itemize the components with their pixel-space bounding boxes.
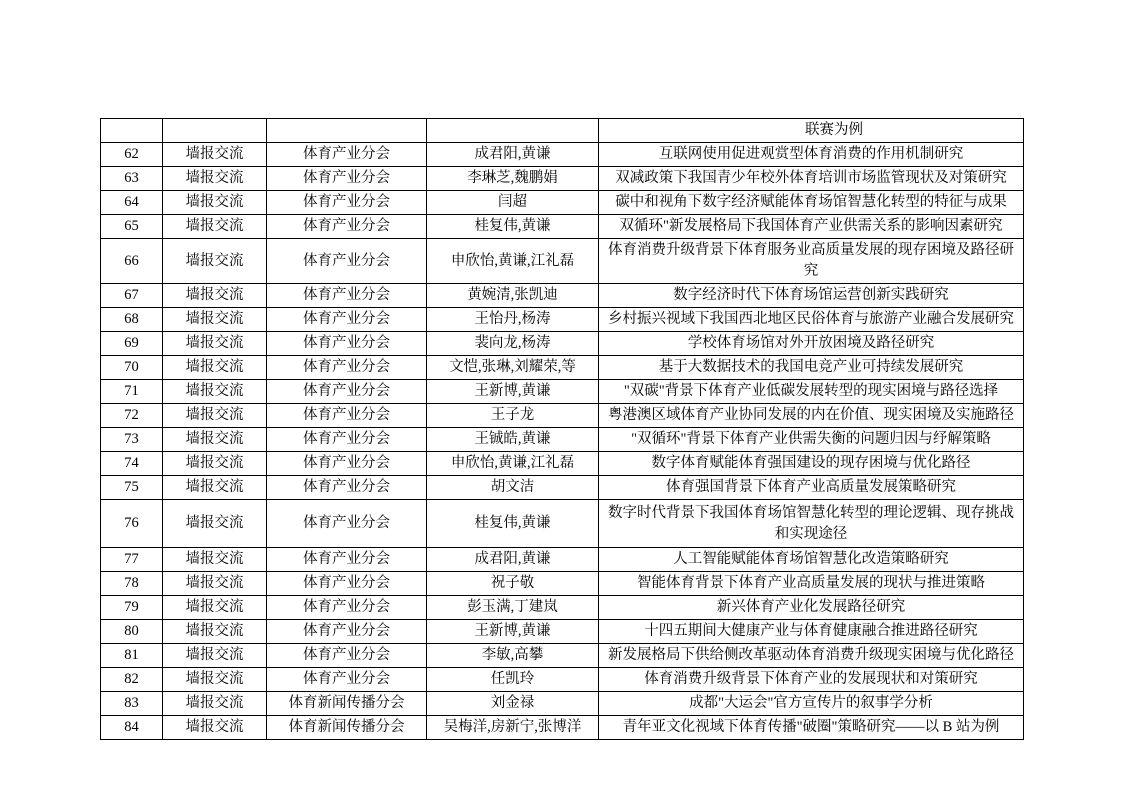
cell-title: 青年亚文化视域下体育传播"破圈"策略研究——以 B 站为例 bbox=[599, 716, 1024, 740]
cell-type: 墙报交流 bbox=[163, 644, 267, 668]
cell-branch: 体育产业分会 bbox=[267, 548, 427, 572]
cell-type: 墙报交流 bbox=[163, 428, 267, 452]
cell-num: 76 bbox=[101, 500, 163, 548]
cell-type: 墙报交流 bbox=[163, 620, 267, 644]
cell-author: 黄婉清,张凯迪 bbox=[427, 284, 599, 308]
cell-author: 王子龙 bbox=[427, 404, 599, 428]
cell-author bbox=[427, 119, 599, 143]
cell-type: 墙报交流 bbox=[163, 380, 267, 404]
cell-author: 闫超 bbox=[427, 191, 599, 215]
cell-author: 王新博,黄谦 bbox=[427, 620, 599, 644]
cell-branch: 体育产业分会 bbox=[267, 596, 427, 620]
cell-title: 体育强国背景下体育产业高质量发展策略研究 bbox=[599, 476, 1024, 500]
table-row bbox=[101, 191, 1024, 215]
cell-title: 体育消费升级背景下体育服务业高质量发展的现存困境及路径研究 bbox=[599, 239, 1024, 284]
cell-type: 墙报交流 bbox=[163, 452, 267, 476]
cell-author: 裴向龙,杨涛 bbox=[427, 332, 599, 356]
cell-type: 墙报交流 bbox=[163, 692, 267, 716]
cell-title: 数字时代背景下我国体育场馆智慧化转型的理论逻辑、现存挑战和实现途径 bbox=[599, 500, 1024, 548]
cell-num: 75 bbox=[101, 476, 163, 500]
table-row bbox=[101, 596, 1024, 620]
cell-author: 申欣怡,黄谦,江礼磊 bbox=[427, 239, 599, 284]
cell-num: 71 bbox=[101, 380, 163, 404]
cell-branch bbox=[267, 119, 427, 143]
cell-type: 墙报交流 bbox=[163, 167, 267, 191]
cell-num: 73 bbox=[101, 428, 163, 452]
cell-branch: 体育产业分会 bbox=[267, 284, 427, 308]
table-body bbox=[101, 119, 1024, 740]
cell-type bbox=[163, 119, 267, 143]
cell-branch: 体育产业分会 bbox=[267, 668, 427, 692]
cell-num: 77 bbox=[101, 548, 163, 572]
cell-num: 83 bbox=[101, 692, 163, 716]
cell-num: 69 bbox=[101, 332, 163, 356]
cell-type: 墙报交流 bbox=[163, 476, 267, 500]
cell-type: 墙报交流 bbox=[163, 143, 267, 167]
table-row bbox=[101, 620, 1024, 644]
cell-branch: 体育产业分会 bbox=[267, 167, 427, 191]
cell-type: 墙报交流 bbox=[163, 284, 267, 308]
table-row bbox=[101, 692, 1024, 716]
cell-branch: 体育新闻传播分会 bbox=[267, 692, 427, 716]
cell-num: 68 bbox=[101, 308, 163, 332]
cell-author: 王怡丹,杨涛 bbox=[427, 308, 599, 332]
cell-num: 79 bbox=[101, 596, 163, 620]
cell-branch: 体育产业分会 bbox=[267, 620, 427, 644]
cell-num: 84 bbox=[101, 716, 163, 740]
conference-program-table-wrapper bbox=[100, 118, 1023, 740]
cell-title: 十四五期间大健康产业与体育健康融合推进路径研究 bbox=[599, 620, 1024, 644]
cell-type: 墙报交流 bbox=[163, 404, 267, 428]
cell-type: 墙报交流 bbox=[163, 596, 267, 620]
cell-author: 成君阳,黄谦 bbox=[427, 143, 599, 167]
table-row bbox=[101, 404, 1024, 428]
table-row bbox=[101, 239, 1024, 284]
cell-title: 数字经济时代下体育场馆运营创新实践研究 bbox=[599, 284, 1024, 308]
cell-type: 墙报交流 bbox=[163, 668, 267, 692]
cell-num: 67 bbox=[101, 284, 163, 308]
cell-title: 人工智能赋能体育场馆智慧化改造策略研究 bbox=[599, 548, 1024, 572]
table-row bbox=[101, 215, 1024, 239]
cell-type: 墙报交流 bbox=[163, 356, 267, 380]
cell-author: 祝子敬 bbox=[427, 572, 599, 596]
cell-num bbox=[101, 119, 163, 143]
cell-author: 吴梅洋,房新宁,张博洋 bbox=[427, 716, 599, 740]
cell-num: 78 bbox=[101, 572, 163, 596]
conference-program-table bbox=[100, 118, 1024, 740]
cell-branch: 体育产业分会 bbox=[267, 308, 427, 332]
cell-num: 63 bbox=[101, 167, 163, 191]
cell-type: 墙报交流 bbox=[163, 308, 267, 332]
cell-author: 文恺,张琳,刘耀荣,等 bbox=[427, 356, 599, 380]
table-row bbox=[101, 143, 1024, 167]
cell-title: 基于大数据技术的我国电竞产业可持续发展研究 bbox=[599, 356, 1024, 380]
table-row bbox=[101, 644, 1024, 668]
cell-title: 粤港澳区域体育产业协同发展的内在价值、现实困境及实施路径 bbox=[599, 404, 1024, 428]
cell-num: 62 bbox=[101, 143, 163, 167]
cell-branch: 体育产业分会 bbox=[267, 476, 427, 500]
cell-title: 成都"大运会"官方宣传片的叙事学分析 bbox=[599, 692, 1024, 716]
cell-branch: 体育新闻传播分会 bbox=[267, 716, 427, 740]
cell-branch: 体育产业分会 bbox=[267, 404, 427, 428]
cell-branch: 体育产业分会 bbox=[267, 332, 427, 356]
table-row bbox=[101, 308, 1024, 332]
table-row bbox=[101, 548, 1024, 572]
table-row bbox=[101, 476, 1024, 500]
cell-branch: 体育产业分会 bbox=[267, 239, 427, 284]
cell-title: 联赛为例 bbox=[599, 119, 1024, 143]
cell-author: 胡文洁 bbox=[427, 476, 599, 500]
cell-type: 墙报交流 bbox=[163, 548, 267, 572]
cell-branch: 体育产业分会 bbox=[267, 215, 427, 239]
cell-author: 彭玉满,丁建岚 bbox=[427, 596, 599, 620]
cell-title: 新兴体育产业化发展路径研究 bbox=[599, 596, 1024, 620]
cell-title: "双循环"背景下体育产业供需失衡的问题归因与纾解策略 bbox=[599, 428, 1024, 452]
cell-title: 学校体育场馆对外开放困境及路径研究 bbox=[599, 332, 1024, 356]
cell-num: 70 bbox=[101, 356, 163, 380]
cell-num: 64 bbox=[101, 191, 163, 215]
cell-branch: 体育产业分会 bbox=[267, 572, 427, 596]
cell-num: 65 bbox=[101, 215, 163, 239]
cell-branch: 体育产业分会 bbox=[267, 644, 427, 668]
table-row bbox=[101, 500, 1024, 548]
cell-title: 碳中和视角下数字经济赋能体育场馆智慧化转型的特征与成果 bbox=[599, 191, 1024, 215]
cell-branch: 体育产业分会 bbox=[267, 143, 427, 167]
cell-type: 墙报交流 bbox=[163, 332, 267, 356]
cell-title: "双碳"背景下体育产业低碳发展转型的现实困境与路径选择 bbox=[599, 380, 1024, 404]
table-row bbox=[101, 668, 1024, 692]
cell-author: 王铖皓,黄谦 bbox=[427, 428, 599, 452]
cell-branch: 体育产业分会 bbox=[267, 452, 427, 476]
cell-type: 墙报交流 bbox=[163, 500, 267, 548]
cell-author: 成君阳,黄谦 bbox=[427, 548, 599, 572]
cell-title: 乡村振兴视域下我国西北地区民俗体育与旅游产业融合发展研究 bbox=[599, 308, 1024, 332]
table-row bbox=[101, 572, 1024, 596]
cell-author: 李敏,高攀 bbox=[427, 644, 599, 668]
cell-title: 双循环"新发展格局下我国体育产业供需关系的影响因素研究 bbox=[599, 215, 1024, 239]
cell-title: 数字体育赋能体育强国建设的现存困境与优化路径 bbox=[599, 452, 1024, 476]
table-row bbox=[101, 332, 1024, 356]
cell-author: 申欣怡,黄谦,江礼磊 bbox=[427, 452, 599, 476]
table-row bbox=[101, 380, 1024, 404]
cell-num: 81 bbox=[101, 644, 163, 668]
cell-num: 72 bbox=[101, 404, 163, 428]
table-row bbox=[101, 428, 1024, 452]
cell-title: 体育消费升级背景下体育产业的发展现状和对策研究 bbox=[599, 668, 1024, 692]
cell-author: 任凯玲 bbox=[427, 668, 599, 692]
cell-branch: 体育产业分会 bbox=[267, 356, 427, 380]
table-row bbox=[101, 284, 1024, 308]
cell-num: 66 bbox=[101, 239, 163, 284]
cell-branch: 体育产业分会 bbox=[267, 428, 427, 452]
table-row bbox=[101, 167, 1024, 191]
cell-title: 互联网使用促进观赏型体育消费的作用机制研究 bbox=[599, 143, 1024, 167]
cell-author: 李琳芝,魏鹏娟 bbox=[427, 167, 599, 191]
cell-num: 80 bbox=[101, 620, 163, 644]
cell-type: 墙报交流 bbox=[163, 191, 267, 215]
cell-branch: 体育产业分会 bbox=[267, 500, 427, 548]
cell-author: 桂复伟,黄谦 bbox=[427, 500, 599, 548]
table-row bbox=[101, 356, 1024, 380]
cell-title: 新发展格局下供给侧改革驱动体育消费升级现实困境与优化路径 bbox=[599, 644, 1024, 668]
cell-author: 王新博,黄谦 bbox=[427, 380, 599, 404]
table-row bbox=[101, 716, 1024, 740]
cell-author: 刘金禄 bbox=[427, 692, 599, 716]
cell-branch: 体育产业分会 bbox=[267, 380, 427, 404]
cell-type: 墙报交流 bbox=[163, 239, 267, 284]
cell-type: 墙报交流 bbox=[163, 716, 267, 740]
table-row-continued bbox=[101, 119, 1024, 143]
cell-title: 智能体育背景下体育产业高质量发展的现状与推进策略 bbox=[599, 572, 1024, 596]
cell-num: 74 bbox=[101, 452, 163, 476]
cell-title: 双减政策下我国青少年校外体育培训市场监管现状及对策研究 bbox=[599, 167, 1024, 191]
cell-author: 桂复伟,黄谦 bbox=[427, 215, 599, 239]
cell-branch: 体育产业分会 bbox=[267, 191, 427, 215]
cell-type: 墙报交流 bbox=[163, 215, 267, 239]
table-row bbox=[101, 452, 1024, 476]
cell-type: 墙报交流 bbox=[163, 572, 267, 596]
cell-num: 82 bbox=[101, 668, 163, 692]
